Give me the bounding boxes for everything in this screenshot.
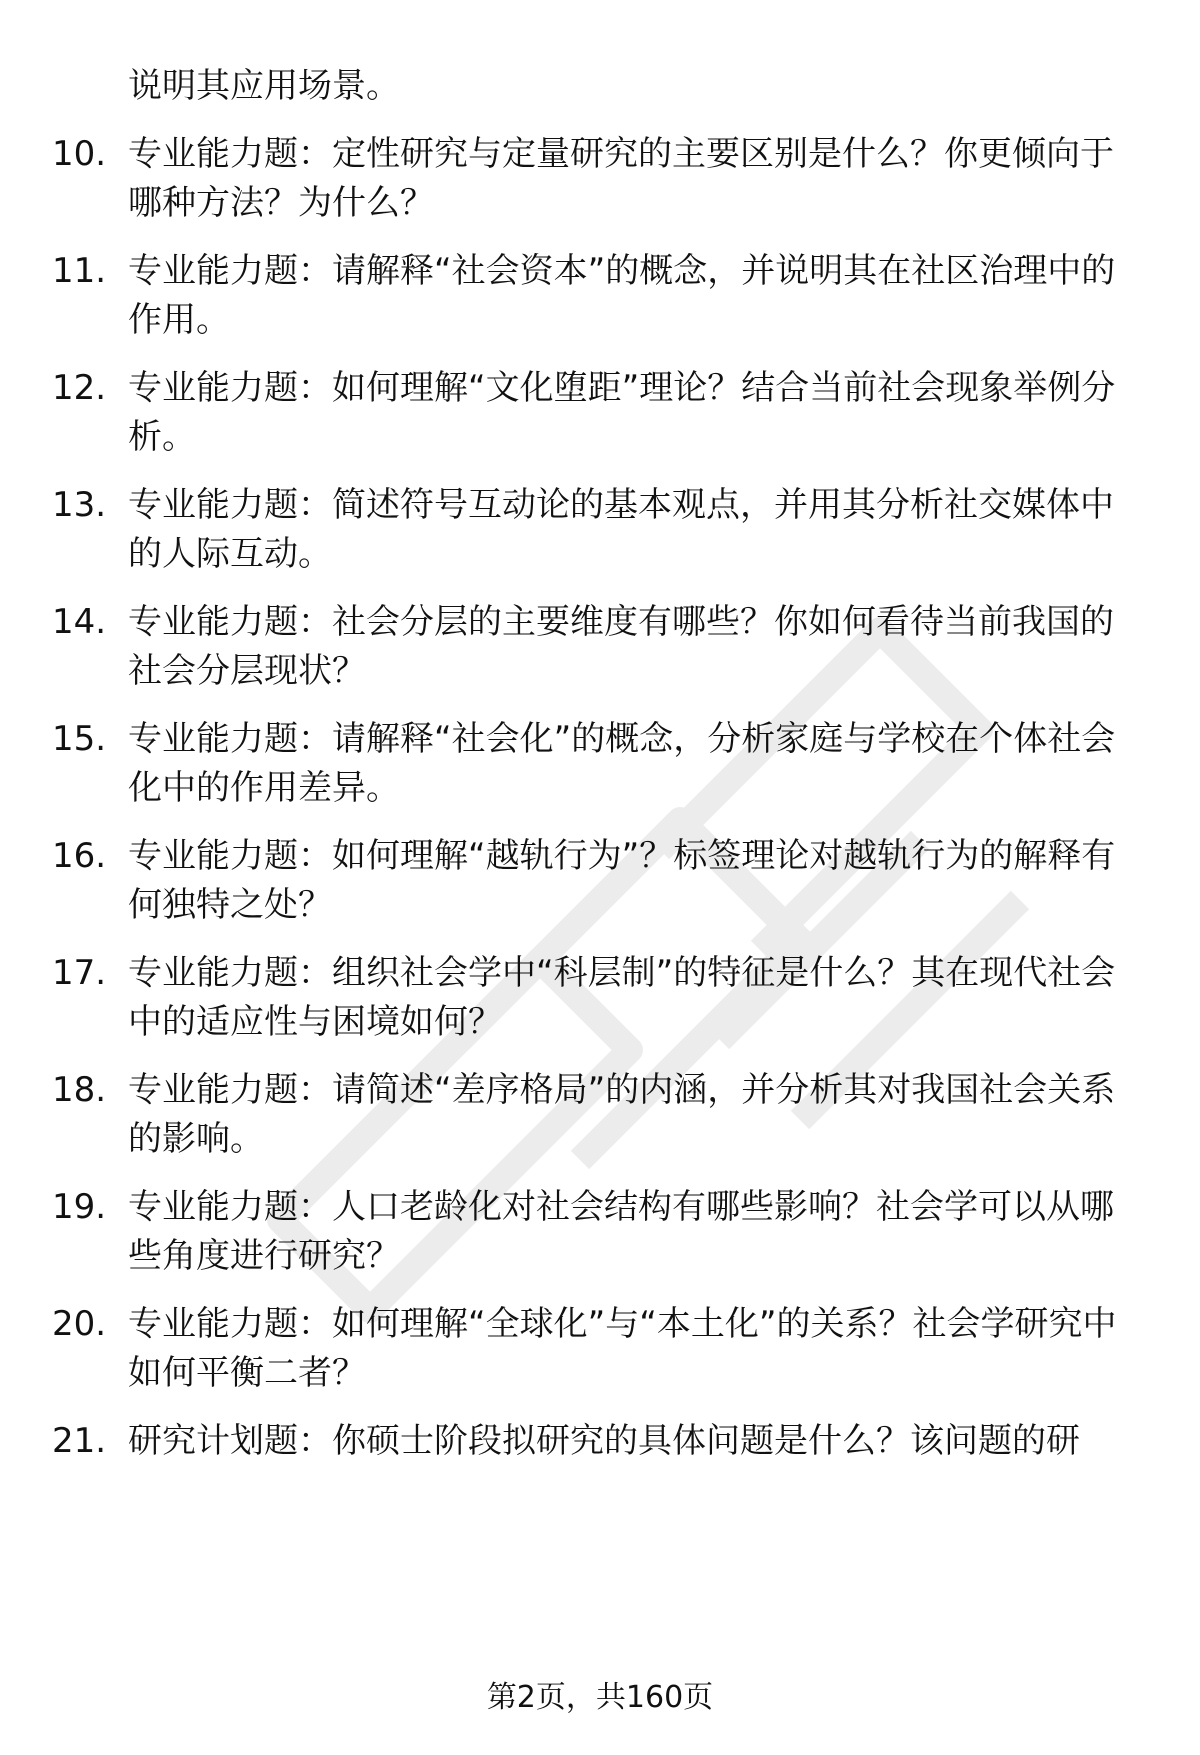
- question-text: 专业能力题：如何理解“文化堕距”理论？结合当前社会现象举例分析。: [128, 368, 1116, 457]
- question-number: 17.: [52, 953, 107, 993]
- question-number: 11.: [52, 251, 107, 291]
- question-number: 14.: [52, 602, 107, 642]
- question-number: 12.: [52, 368, 107, 408]
- question-number: 13.: [52, 485, 107, 525]
- question-text: 专业能力题：定性研究与定量研究的主要区别是什么？你更倾向于哪种方法？为什么？: [128, 134, 1114, 223]
- question-text: 专业能力题：如何理解“全球化”与“本土化”的关系？社会学研究中如何平衡二者？: [128, 1304, 1117, 1393]
- question-text: 专业能力题：请解释“社会化”的概念，分析家庭与学校在个体社会化中的作用差异。: [128, 719, 1116, 808]
- question-number: 10.: [52, 134, 107, 174]
- question-text: 专业能力题：请简述“差序格局”的内涵，并分析其对我国社会关系的影响。: [128, 1070, 1116, 1159]
- question-text: 专业能力题：如何理解“越轨行为”？标签理论对越轨行为的解释有何独特之处？: [128, 836, 1116, 925]
- question-number: 19.: [52, 1187, 107, 1227]
- question-text: 专业能力题：请解释“社会资本”的概念，并说明其在社区治理中的作用。: [128, 251, 1116, 340]
- question-text: 专业能力题：简述符号互动论的基本观点，并用其分析社交媒体中的人际互动。: [128, 485, 1114, 574]
- page-number: 第2页，共160页: [486, 1680, 714, 1715]
- continuation-text: 说明其应用场景。: [128, 66, 400, 106]
- question-number: 21.: [52, 1421, 107, 1461]
- question-number: 20.: [52, 1304, 107, 1344]
- question-number: 16.: [52, 836, 107, 876]
- question-number: 18.: [52, 1070, 107, 1110]
- question-text: 专业能力题：人口老龄化对社会结构有哪些影响？社会学可以从哪些角度进行研究？: [128, 1187, 1114, 1276]
- question-text: 专业能力题：社会分层的主要维度有哪些？你如何看待当前我国的社会分层现状？: [128, 602, 1114, 691]
- question-number: 15.: [52, 719, 107, 759]
- question-text: 研究计划题：你硕士阶段拟研究的具体问题是什么？该问题的研: [128, 1421, 1080, 1461]
- question-text: 专业能力题：组织社会学中“科层制”的特征是什么？其在现代社会中的适应性与困境如何？: [128, 953, 1116, 1042]
